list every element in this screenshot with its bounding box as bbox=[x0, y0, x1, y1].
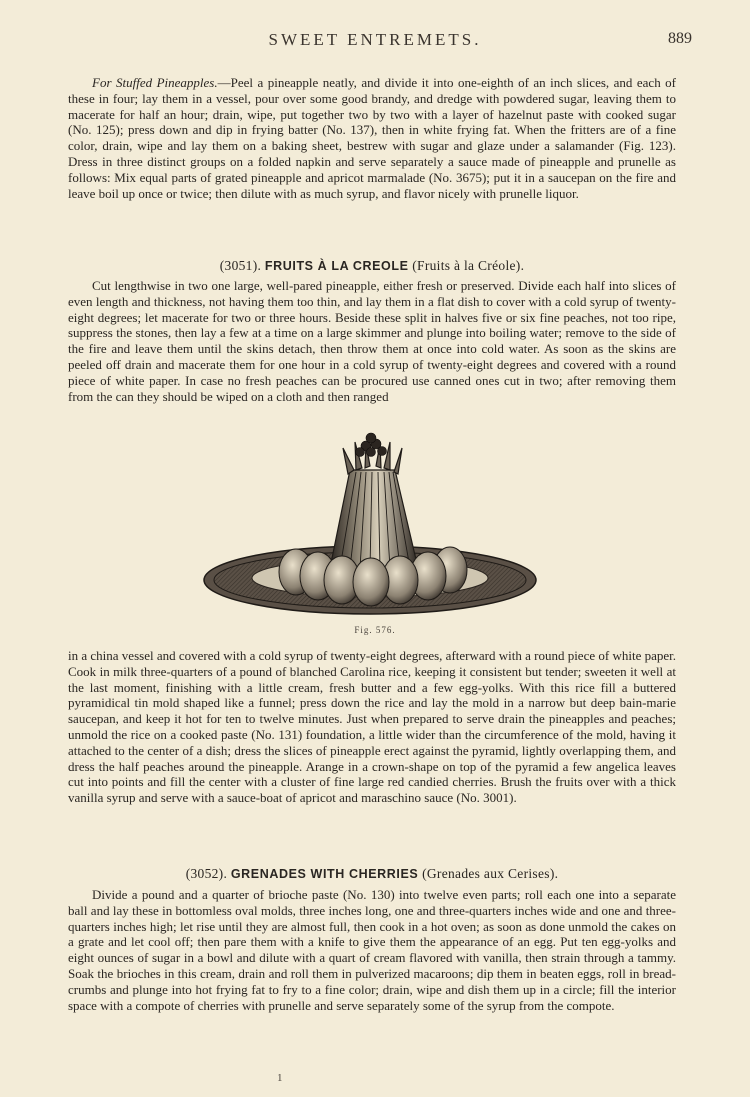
bottom-mark: 1 bbox=[277, 1072, 283, 1084]
section-3051-number: (3051). bbox=[219, 258, 262, 273]
pineapple-pyramid bbox=[330, 470, 418, 568]
fruits-creole-illustration bbox=[200, 430, 540, 620]
section-3052-number: (3052). bbox=[185, 866, 228, 881]
intro-text: —Peel a pineapple neatly, and divide it into one-eighth of an inch slices, and each of these in four; lay them in a vessel, pour over some good brandy, and dredge with powdered sugar, leaving them to macerate for half an hour; drain, wipe, put together two by two with a layer of hazelnut paste with cooked sugar (No. 125); press down and dip in frying batter (No. 137), then in white frying fat. When the fritters are of a fine color, drain, wipe and lay them on a baking sheet, bestrew with sugar and glaze under a salamander (Fig. 123). Dress in three distinct groups on a folded napkin and serve separately a sauce made of pineapple and prunelle as follows: Mix equal parts of grated pineapple and apricot marmalade (No. 3675); put it in a saucepan on the fire and leave boil up once or twice; then dilute with as much syrup, and flavor nicely with prunelle liquor. bbox=[68, 75, 676, 201]
section-3052-title: GRENADES WITH CHERRIES bbox=[230, 867, 419, 881]
section-3051-paragraph-2: in a china vessel and covered with a cold syrup of twenty-eight degrees, afterward with a round piece of white paper. Cook in milk three-quarters of a pound of blanched Carolina rice, keeping it consistent but tender; sweeten it well at the last moment, finishing with a little cream, fresh butter and a few egg-yolks. With this rice fill a buttered pyramidical tin mold shaped like a funnel; press down the rice and lay the mold in a narrow but deep bain-marie saucepan, and keep it hot for ten to twelve minutes. Just when prepared to serve drain the pineapples and peaches; unmold the rice on a cooked paste (No. 131) foundation, a little wider than the circumference of the mold, having it attached to the center of a dish; dress the slices of pineapple erect against the pyramid, lightly overlapping them, and dress the half peaches around the pineapple. Arange in a crown-shape on top of the pyramid a few angelica leaves cut into points and fill the center with a cluster of fine large red candied cherries. Brush the fruits over with a thick vanilla syrup and serve with a sauce-boat of apricot and maraschino sauce (No. 3001). bbox=[68, 648, 676, 806]
section-3051-text-after-figure bbox=[68, 648, 676, 806]
section-3051-text-before-figure bbox=[68, 278, 676, 404]
section-3052-heading bbox=[68, 866, 676, 882]
running-title: SWEET ENTREMETS. bbox=[268, 30, 482, 49]
section-3052-subtitle: (Grenades aux Cerises). bbox=[422, 866, 559, 881]
page-number: 889 bbox=[668, 30, 692, 47]
figure-caption: Fig. 576. bbox=[354, 625, 396, 635]
section-3051-subtitle: (Fruits à la Créole). bbox=[412, 258, 525, 273]
section-3051-paragraph-1: Cut lengthwise in two one large, well-pared pineapple, either fresh or preserved. Divide each half into slices of even length and thickness, not having them too thin, and lay them in a flat dish to cover with a cold syrup of twenty-eight degrees; let macerate for two or three hours. Beside these split in halves five or six fine peaches, not too ripe, suppress the stones, then lay a few at a time on a large skimmer and plunge into boiling water; remove to the side of the fire and leave them until the skins detach, then throw them at once into cold water. As soon as the skins are peeled off drain and macerate them for one hour in a cold syrup of twenty-eight degrees and covered with a round piece of white paper. In case no fresh peaches can be procured use canned ones cut in two; after removing them from the can they should be wiped on a cloth and then ranged bbox=[68, 278, 676, 404]
section-3051-heading bbox=[68, 258, 676, 274]
intro-title: For Stuffed Pineapples. bbox=[92, 75, 218, 90]
section-3052-paragraph: Divide a pound and a quarter of brioche paste (No. 130) into twelve even parts; roll each one into a separate ball and lay these in bottomless oval molds, three inches long, one and three-quarters inches wide and one and three-quarters inches high; let rise until they are almost full, then cook in a hot oven; as soon as done unmold the cakes on a grate and let cool off; then pare them with a knife to give them the appearance of an egg. Put ten egg-yolks and eight ounces of sugar in a bowl and dilute with a quart of cream flavored with vanilla, then strain through a tammy. Soak the brioches in this cream, drain and roll them in pulverized macaroons; dip them in beaten eggs, roll in bread-crumbs and plunge into hot frying fat to fry to a fine color; drain, wipe and dish them up in a circle; fill the interior space with a compote of cherries with prunelle and serve separately some of the syrup from the compote. bbox=[68, 887, 676, 1013]
intro-paragraph bbox=[68, 75, 676, 201]
cherry-cluster bbox=[356, 433, 387, 457]
section-3051-title: FRUITS À LA CREOLE bbox=[264, 259, 409, 273]
section-3052-text bbox=[68, 887, 676, 1013]
